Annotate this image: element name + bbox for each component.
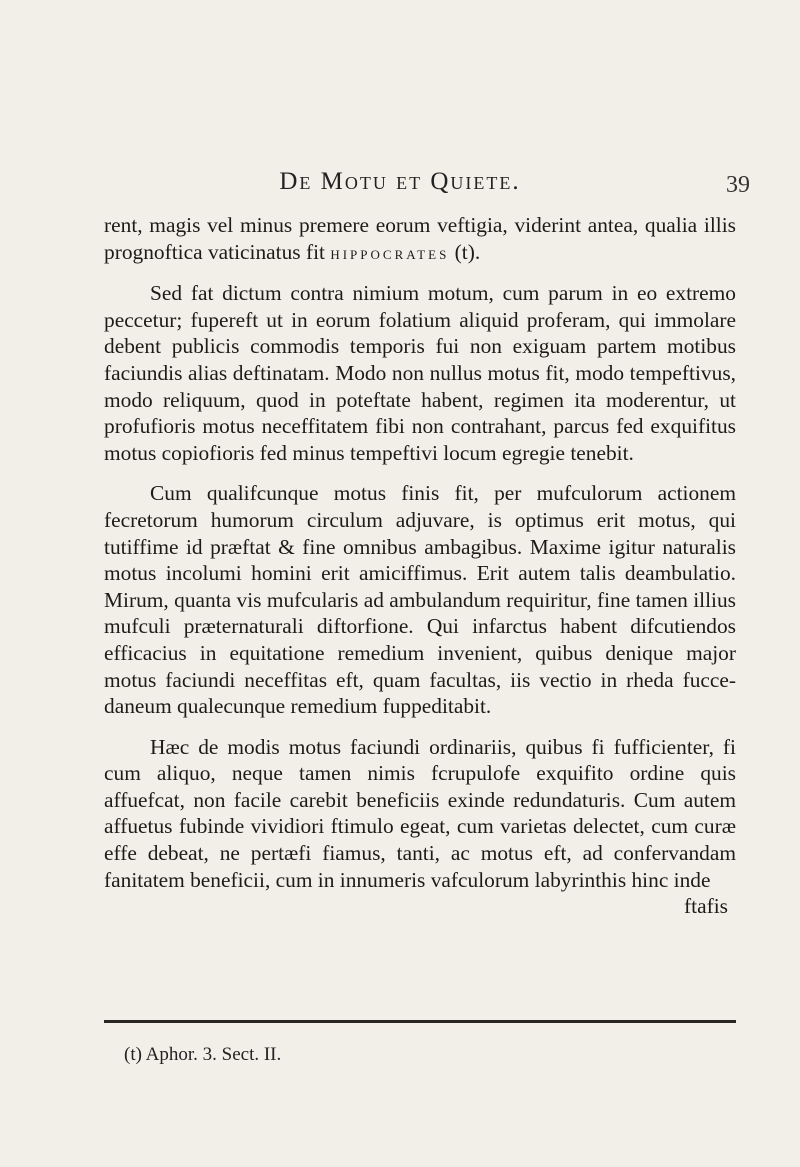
- paragraph-1: [104, 212, 736, 266]
- catchword: ftafis: [684, 894, 728, 919]
- page-number: 39: [726, 172, 750, 198]
- running-head: [0, 168, 800, 208]
- footnote-rule: [104, 1020, 736, 1023]
- paragraph-1-line-2: qualia illis prognoftica vaticinatus fit: [104, 213, 736, 264]
- paragraph-4: Hæc de modis motus faciundi ordinariis, quibus fi fufficienter, fi cum aliquo, neque tamen nimis fcrupulofe exquifito ordine quis affuefcat, non facile carebit beneficiis exinde redundaturis. Cum autem affuetus fubinde vividiori ftimulo egeat, cum varietas delectet, cum curæ effe debeat, ne pertæfi fiamus, tanti, ac motus eft, ad confervandam fanitatem beneficii, cum in innumeris vafculorum labyrinthis hinc inde: [104, 734, 736, 892]
- paragraph-2: Sed fat dictum contra nimium motum, cum parum in eo extremo peccetur; fupereft ut in eorum folatium aliquid proferam, qui immolare debent publicis commodis temporis fui non exiguam partem motibus faciundis alias deftinatam. Modo non nullus motus fit, modo tempeftivus, modo reliquum, quod in poteftate habent, regimen ita moderentur, ut profufioris motus neceffitatem fibi non contrahant, parcus fed exquifitus motus copiofioris fed minus tempeftivi locum egregie tenebit.: [104, 281, 736, 465]
- paragraph-1-line-1: rent, magis vel minus premere eorum veftigia, viderint antea,: [104, 213, 639, 237]
- footnote-reference: (t).: [454, 239, 481, 264]
- body-text: [104, 212, 736, 920]
- running-title: De Motu et Quiete.: [279, 168, 521, 195]
- paragraph-3: Cum qualifcunque motus finis fit, per mufculorum actionem fecretorum humorum circulum adjuvare, is optimus erit motus, qui tutiffime id præftat & fine omnibus ambagibus. Maxime igitur naturalis motus incolumi homini erit amiciffimus. Erit autem talis deambulatio. Mirum, quanta vis mufcularis ad ambulandum requiritur, fine tamen illius mufculi præternaturali diftorfione. Qui infarctus habent difcutiendos efficacius in equitatione remedium invenient, quibus denique major motus faciundi neceffitas eft, quam facultas, iis vectio in rheda fuccedaneum qualecunque remedium fuppeditabit.: [104, 481, 736, 719]
- author-name: hippocrates: [330, 242, 450, 263]
- footnote: (t) Aphor. 3. Sect. II.: [124, 1044, 282, 1065]
